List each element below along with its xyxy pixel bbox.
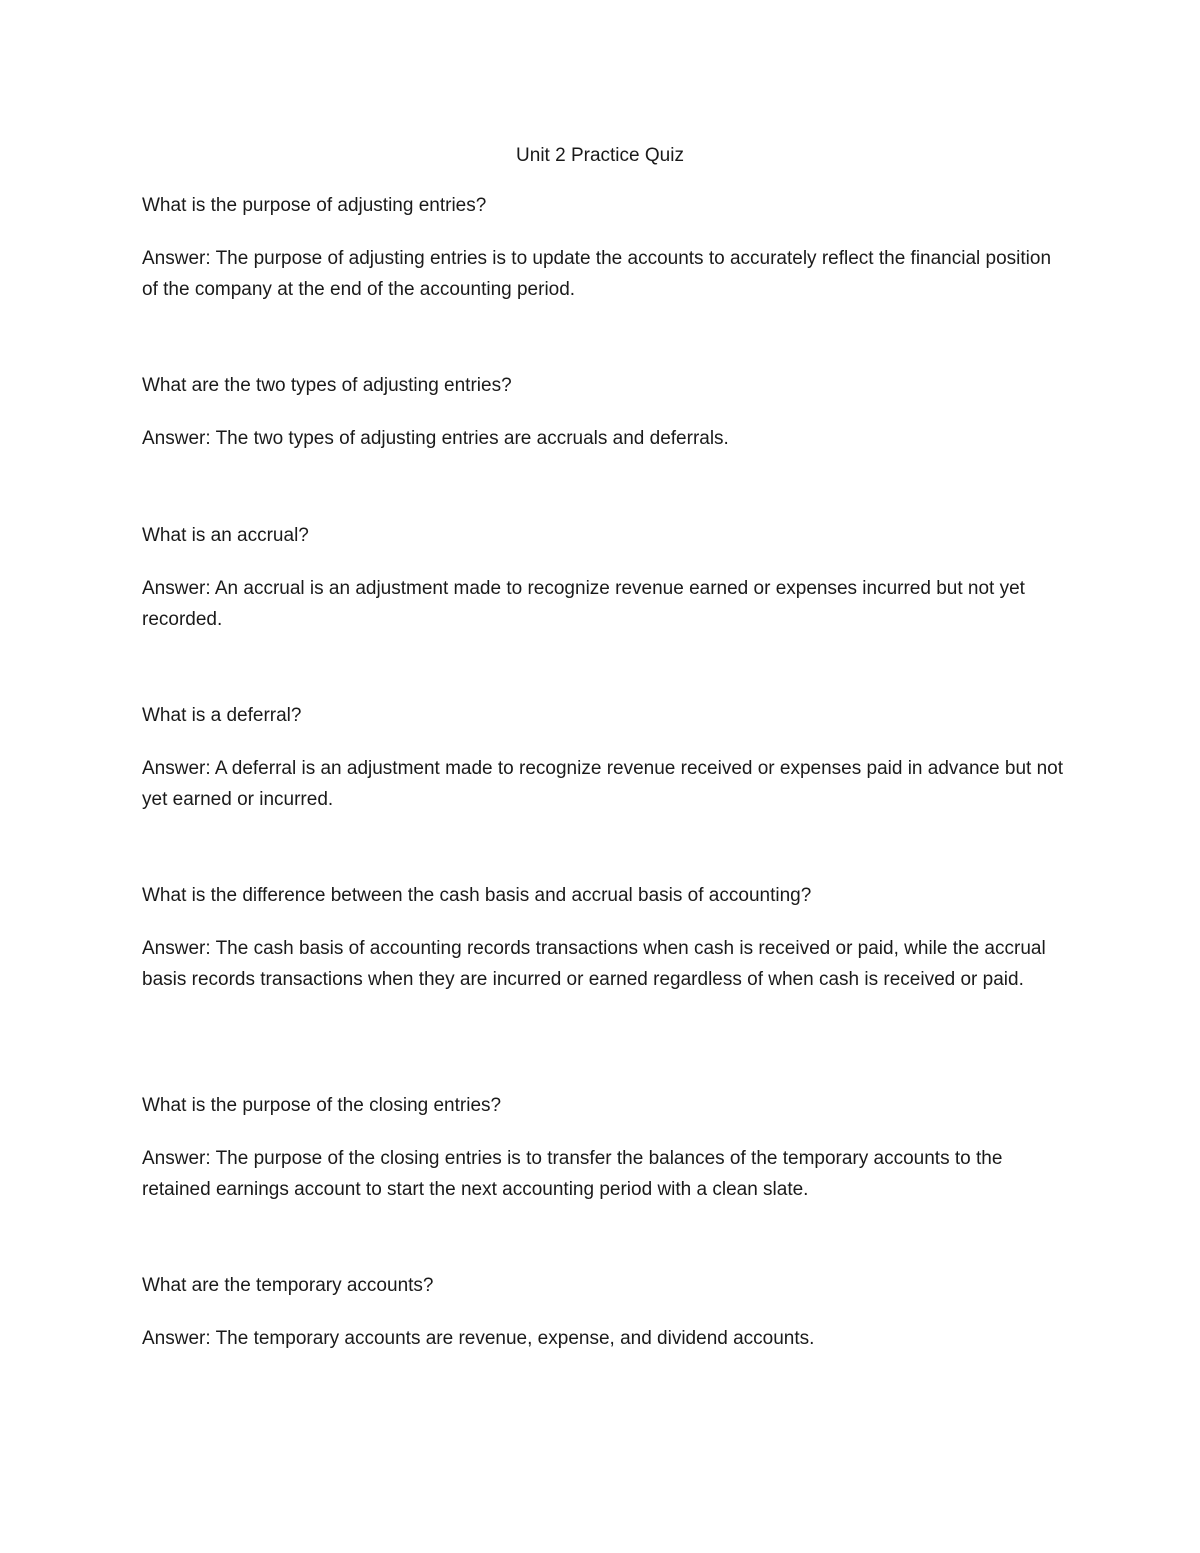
question-7: What are the temporary accounts? (142, 1275, 434, 1296)
answer-3: Answer: An accrual is an adjustment made to recognize revenue earned or expenses incurred but not yet recorded. (142, 578, 1025, 630)
qa-item-1 (142, 193, 1072, 305)
question-1: What is the purpose of adjusting entries? (142, 195, 487, 216)
answer-7: Answer: The temporary accounts are revenue, expense, and dividend accounts. (142, 1328, 815, 1349)
question-5: What is the difference between the cash basis and accrual basis of accounting? (142, 885, 812, 906)
question-6: What is the purpose of the closing entries? (142, 1095, 502, 1116)
page-title: Unit 2 Practice Quiz (516, 145, 684, 166)
qa-item-6 (142, 1093, 1072, 1205)
qa-item-2 (142, 373, 1072, 454)
answer-2: Answer: The two types of adjusting entries are accruals and deferrals. (142, 428, 729, 449)
qa-item-4 (142, 703, 1072, 815)
answer-1: Answer: The purpose of adjusting entries is to update the accounts to accurately reflect the financial position of the company at the end of the accounting period. (142, 248, 1052, 300)
question-2: What are the two types of adjusting entries? (142, 375, 512, 396)
question-4: What is a deferral? (142, 705, 302, 726)
question-3: What is an accrual? (142, 525, 309, 546)
answer-5: Answer: The cash basis of accounting records transactions when cash is received or paid, while the accrual basis records transactions when they are incurred or earned regardless of when cash is received or paid. (142, 938, 1046, 990)
qa-item-5 (142, 883, 1072, 995)
qa-item-3 (142, 523, 1072, 635)
qa-item-7 (142, 1273, 1072, 1354)
answer-6: Answer: The purpose of the closing entries is to transfer the balances of the temporary accounts to the retained earnings account to start the next accounting period with a clean slate. (142, 1148, 1003, 1200)
answer-4: Answer: A deferral is an adjustment made to recognize revenue received or expenses paid in advance but not yet earned or incurred. (142, 758, 1063, 810)
